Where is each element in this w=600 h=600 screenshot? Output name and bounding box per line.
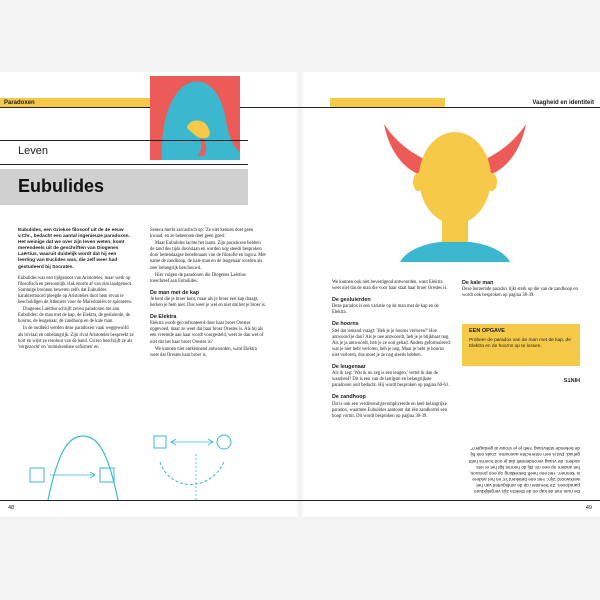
subheading-zandhoop: De zandhoop (332, 394, 366, 401)
hints-block (462, 372, 580, 494)
body-paragraph: Seneca merkt sarcastisch op: 'Ze niet kennen doet geen kwaad, en ze beheersen doet geen goed.' (150, 228, 254, 240)
head-shape (419, 132, 491, 224)
subheading-elektra: De Elektra (150, 314, 177, 321)
subheading-hoorns: De hoorns (332, 321, 359, 328)
footer-rule (300, 500, 600, 501)
opgave-label: EEN OPGAVE (469, 328, 505, 334)
hooded-figure-illustration (150, 76, 240, 160)
left-horn (384, 124, 426, 174)
right-horn (484, 124, 526, 174)
hints-text: De man met de kap en de Elektra zijn vergelijkbare paradoxen. Ze berusten op de ambiguïteit van het werkwoord 'zijn'. Het ene betekent 'is' en het andere is 'kennen'. Het ene heeft betrekking op een persoon, het andere op een rol. Bij de hoorns ligt het er iets anders: de vraag veronderstelt dat je ooit hoorns hebt gehad. Dat is een onterechte aanname, zoals ook bij de bekende strikvraag 'Heb je je vrouw al geslagen?' (468, 446, 580, 494)
running-head: Vaagheid en identiteit (532, 100, 594, 106)
body-paragraph: Deze paradox is een variatie op de man met de kap en de Elektra. (332, 304, 439, 316)
square-shape (154, 436, 166, 448)
curve-diagram-left (28, 432, 138, 502)
page-number: 49 (585, 505, 592, 511)
right-column-2 (462, 280, 580, 300)
body-paragraph: In de oudheid werden deze paradoxen vaak weggewuifd als triviaal en onbelangrijk. Zijn rival Aristoteles bespreekt ze kort en wijst ze resoluut van de hand. Cicero beschrijft ze als 'vergezocht' en 'onmiskenbare sofismen' en (18, 326, 134, 350)
opgave-box (462, 324, 580, 366)
page-title: Eubulides (18, 176, 105, 196)
body-paragraph: Deze beroemde paradox lijkt sterk op die van de zandhoop en wordt ook besproken op pagina 38-39. (462, 287, 578, 299)
body-paragraph: We kunnen ook niet bevestigend antwoorden, want Elektra weet niet dat de man die voor haar staat haar broer Orestes is. (332, 280, 448, 292)
left-column-2 (150, 228, 266, 360)
subheading-man-met-de-kap: De man met de kap (150, 289, 200, 296)
body-paragraph: Als ik zeg: 'Wat ik nu zeg is een leugen,' vertel ik dan de waarheid? Dit is een van de lastigste en belangrijkste paradoxen ooit bedacht. Hij wordt besproken op pagina 60-61. (332, 371, 450, 389)
hints-label: HINTS (563, 376, 580, 382)
body-paragraph: Eubulides was een tijdgenoot van Aristoteles, maar werk op filosofisch en persoonlijk vlak enorm af van zim landgenoot. Sommige bronnen beweren zelfs dat Eubulides karaktermoord pleegde op Aristoteles door hem ervan te beschuldigen de Atheners voor de Macedoniërs te spioneren. (18, 275, 133, 306)
dashed-curve (160, 462, 224, 485)
ear-shape (413, 173, 423, 191)
section-label: Leven (18, 145, 48, 157)
footer-rule (0, 500, 300, 501)
subheading-kale-man: De kale man (462, 280, 494, 286)
smile-diagram (150, 432, 250, 502)
subheading-gesluierden: De gesluierden (332, 297, 371, 304)
section-top-rule (0, 140, 248, 141)
header-bar (330, 98, 445, 107)
subheading-leugenaar: De leugenaar (332, 364, 366, 371)
left-page (0, 72, 300, 517)
right-column-1 (332, 280, 452, 421)
ear-shape (487, 173, 497, 191)
body-paragraph: Stel dat iemand vraagt: 'Heb je je hoorns verloren?' Hoe antwoord je dan? Als je nee antwoordt, heb je je blijkbaar nog. Als je ja antwoordt, heb je ze ooit gehad. Anders geformuleerd: wat je niet hebt verloren, heb je nog. Maar je hebt je hoorns niet verloren, dus moet je ze nog steeds hebben. (332, 328, 451, 358)
square-shape (30, 468, 44, 482)
running-head: Paradoxen (4, 100, 35, 106)
opgave-text: Probeer de paradox van de man met de kap, de Elektra en de hoorns op te lossen. (469, 338, 571, 349)
body-paragraph: Elektra wordt geconfronteerd door haar broer Orestes opgevoed, maar ze weet dat haar broer Orestes is. Als hij als een vreemde aan haar wordt voorgesteld, weet ze dan wel of niet dat het haar broer Orestes is? (150, 321, 264, 345)
body-paragraph: Maar Eubulides lachte het laatst. Zijn paradoxen hebben de tand des tijds doorstaan en worden nog steeds besproken door hedendaagse beoefenaars van de filosofie en logica. Met name de zandhoop, de kale man en de leugenaar worden als zeer belangrijk beschouwd. (150, 241, 266, 271)
right-page (300, 72, 600, 517)
body-paragraph: We kunnen niet ontkennend antwoorden, want Elektra weet dat Orestes haar broer is. (150, 346, 257, 358)
circle-shape (217, 435, 231, 449)
book-gutter (296, 72, 304, 517)
header-rule (300, 107, 600, 108)
shoulders-shape (400, 241, 510, 262)
body-paragraph: Diogenes Laërtius schrijft zeven paradoxen toe aan Eubulides: de man met de kap, de Elektra, de gesluierde, de hoorns, de leugenaar, de zandhoop en de kale man. (18, 307, 131, 325)
page-number: 48 (8, 505, 15, 511)
section-bottom-rule (0, 164, 248, 165)
left-column-1 (18, 228, 134, 352)
horned-head-illustration (370, 116, 540, 266)
body-paragraph: Je kent die je broer kent, maar als je broer een kap draagt, herken je hem niet. Dus weet je wel en niet dat het je broer is. (150, 296, 266, 309)
body-paragraph: Dit is ook een verdiwend gecompliceerde en heel belangrijke paradox, waarmee Eubulides aantoont dat één zandkorrel een hoop vormt. Dit wordt besproken op pagina 38-39. (332, 401, 448, 419)
body-paragraph: Hier volgen de paradoxen die Diogenes Laërtius toeschreef aan Eubulides. (150, 272, 246, 284)
intro-paragraph: Eubulides, een Griekse filosoof uit de 4e eeuw v.Chr., bedacht een aantal ingenieuze paradoxen. Het weinige dat we over zijn leven weten, komt merendeels uit de geschriften van Diogenes Laërtius, waaruit duidelijk wordt dat hij een leerling van Euclides was, die zelf weer had gestudeerd bij Socrates. (18, 228, 130, 270)
